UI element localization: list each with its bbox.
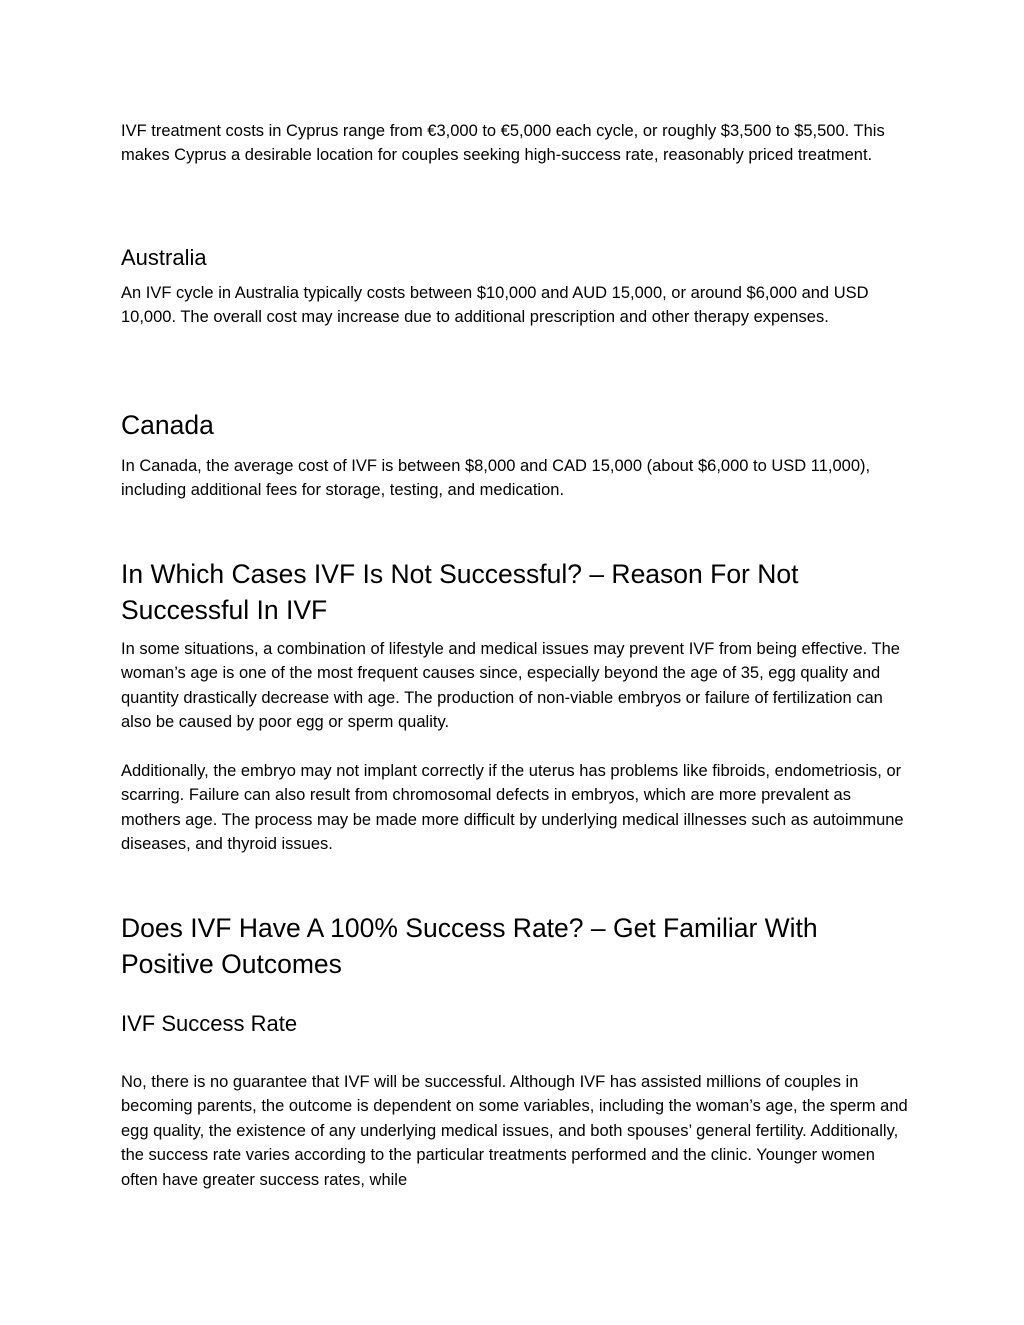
paragraph-australia-cost: An IVF cycle in Australia typically costs between $10,000 and AUD 15,000, or around $6,000 and USD 10,000. The overall cost may increase due to additional prescription and other therapy expenses. [121,284,869,327]
paragraph-not-successful-causes: In some situations, a combination of lifestyle and medical issues may prevent IVF from being effective. The woman’s age is one of the most frequent causes since, especially beyond the age of 35, egg quality and quantity drastically decrease with age. The production of non-viable embryos or failure of fertilization can also be caused by poor egg or sperm quality. [121,640,900,732]
paragraph-not-successful-uterus: Additionally, the embryo may not implant correctly if the uterus has problems like fibroids, endometriosis, or scarring. Failure can also result from chromosomal defects in embryos, which are more prevalent as mothers age. The process may be made more difficult by underlying medical illnesses such as autoimmune diseases, and thyroid issues. [121,762,904,854]
paragraph-canada-cost: In Canada, the average cost of IVF is between $8,000 and CAD 15,000 (about $6,000 to USD 11,000), including additional fees for storage, testing, and medication. [121,457,871,500]
subheading-ivf-success-rate: IVF Success Rate [121,1011,298,1036]
heading-ivf-success-rate-question: Does IVF Have A 100% Success Rate? – Get Familiar With Positive Outcomes [121,913,818,979]
heading-australia: Australia [121,245,207,270]
heading-ivf-not-successful: In Which Cases IVF Is Not Successful? – Reason For Not Successful In IVF [121,559,799,625]
heading-canada: Canada [121,410,214,440]
paragraph-cyprus-cost: IVF treatment costs in Cyprus range from €3,000 to €5,000 each cycle, or roughly $3,500 to $5,500. This makes Cyprus a desirable location for couples seeking high-success rate, reasonably priced treatment. [121,122,885,165]
paragraph-success-rate: No, there is no guarantee that IVF will be successful. Although IVF has assisted millions of couples in becoming parents, the outcome is dependent on some variables, including the woman’s age, the sperm and egg quality, the existence of any underlying medical issues, and both spouses’ general fertility. Additionally, the success rate varies according to the particular treatments performed and the clinic. Younger women often have greater success rates, while [121,1073,908,1189]
